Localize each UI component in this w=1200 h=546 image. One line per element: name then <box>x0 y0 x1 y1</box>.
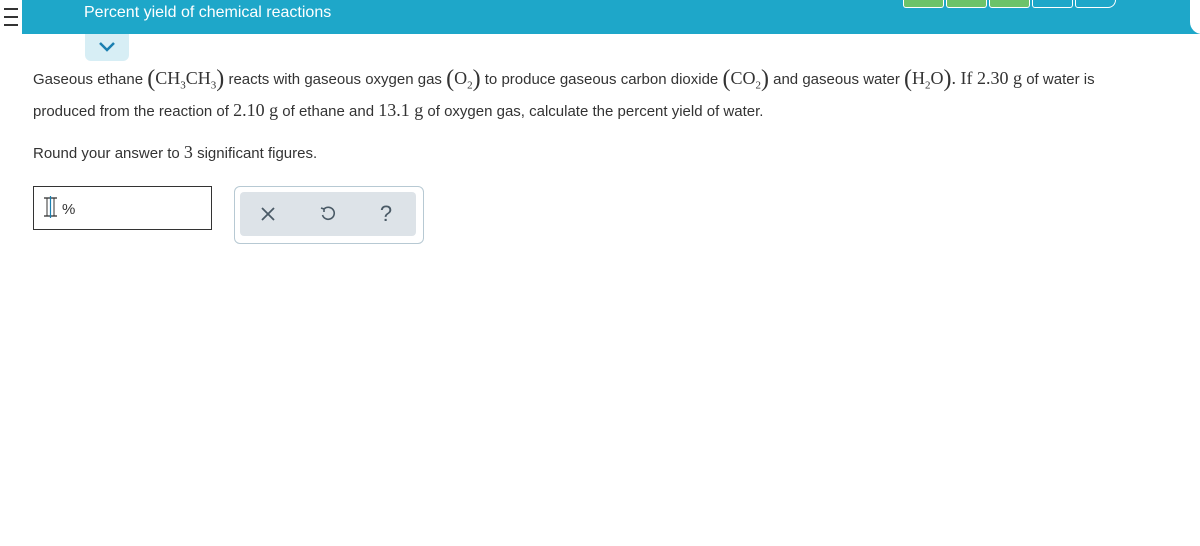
question-text: significant figures. <box>192 145 318 162</box>
question-text: Gaseous ethane <box>33 71 148 88</box>
tool-panel <box>234 186 424 244</box>
mass-unit: g <box>1008 68 1023 88</box>
question-line-2 <box>33 100 763 121</box>
mass-unit: g <box>264 100 279 120</box>
mass-value: 2.10 <box>233 100 265 120</box>
chevron-down-icon <box>98 41 116 53</box>
question-text: and gaseous water <box>768 71 905 88</box>
progress-segment <box>903 0 944 8</box>
close-icon <box>260 206 276 222</box>
question-text: . If <box>951 68 978 88</box>
question-text: of water is <box>1022 71 1095 88</box>
text-cursor-icon <box>43 196 57 220</box>
page-title: Percent yield of chemical reactions <box>84 4 332 21</box>
question-text: to produce gaseous carbon dioxide <box>480 71 723 88</box>
progress-segment <box>946 0 987 8</box>
percent-unit: % <box>62 201 76 218</box>
sig-fig-value: 3 <box>183 142 193 162</box>
mass-value: 2.30 <box>977 68 1009 88</box>
progress-bar <box>903 0 1118 8</box>
formula-co2: $CO_2$ <box>730 68 761 92</box>
question-line-3 <box>33 142 317 163</box>
formula-ethane: $CH_3CH_3$ <box>155 68 217 92</box>
progress-segment <box>1032 0 1073 8</box>
menu-icon[interactable] <box>0 0 22 34</box>
formula-oxygen: $O_2$ <box>454 68 473 92</box>
help-button[interactable]: ? <box>379 201 393 226</box>
clear-button[interactable] <box>252 198 284 230</box>
account-corner[interactable] <box>1190 0 1200 34</box>
mass-unit: g <box>409 100 424 120</box>
progress-segment <box>1075 0 1116 8</box>
mass-value: 13.1 <box>378 100 410 120</box>
formula-water: $H_2O$ <box>912 68 944 92</box>
answer-input[interactable] <box>33 186 212 230</box>
undo-button[interactable] <box>312 198 344 230</box>
question-text: produced from the reaction of <box>33 103 234 120</box>
progress-segment <box>989 0 1030 8</box>
question-text: Round your answer to <box>33 145 184 162</box>
tool-panel-inner <box>240 192 416 236</box>
collapse-toggle[interactable] <box>85 34 129 61</box>
question-text: of ethane and <box>278 103 379 120</box>
question-text: reacts with gaseous oxygen gas <box>224 71 447 88</box>
question-line-1: Gaseous ethane $(CH_3CH_3)$ reacts with gaseous oxygen gas $(O_2)$ to produce gaseous carbon dioxide $(CO_2)$ and gaseous water $(H_2O)$. If 2.30 g of water is <box>33 66 1095 92</box>
undo-icon <box>319 205 337 223</box>
question-text: of oxygen gas, calculate the percent yield of water. <box>423 103 764 120</box>
top-bar <box>0 0 1200 34</box>
